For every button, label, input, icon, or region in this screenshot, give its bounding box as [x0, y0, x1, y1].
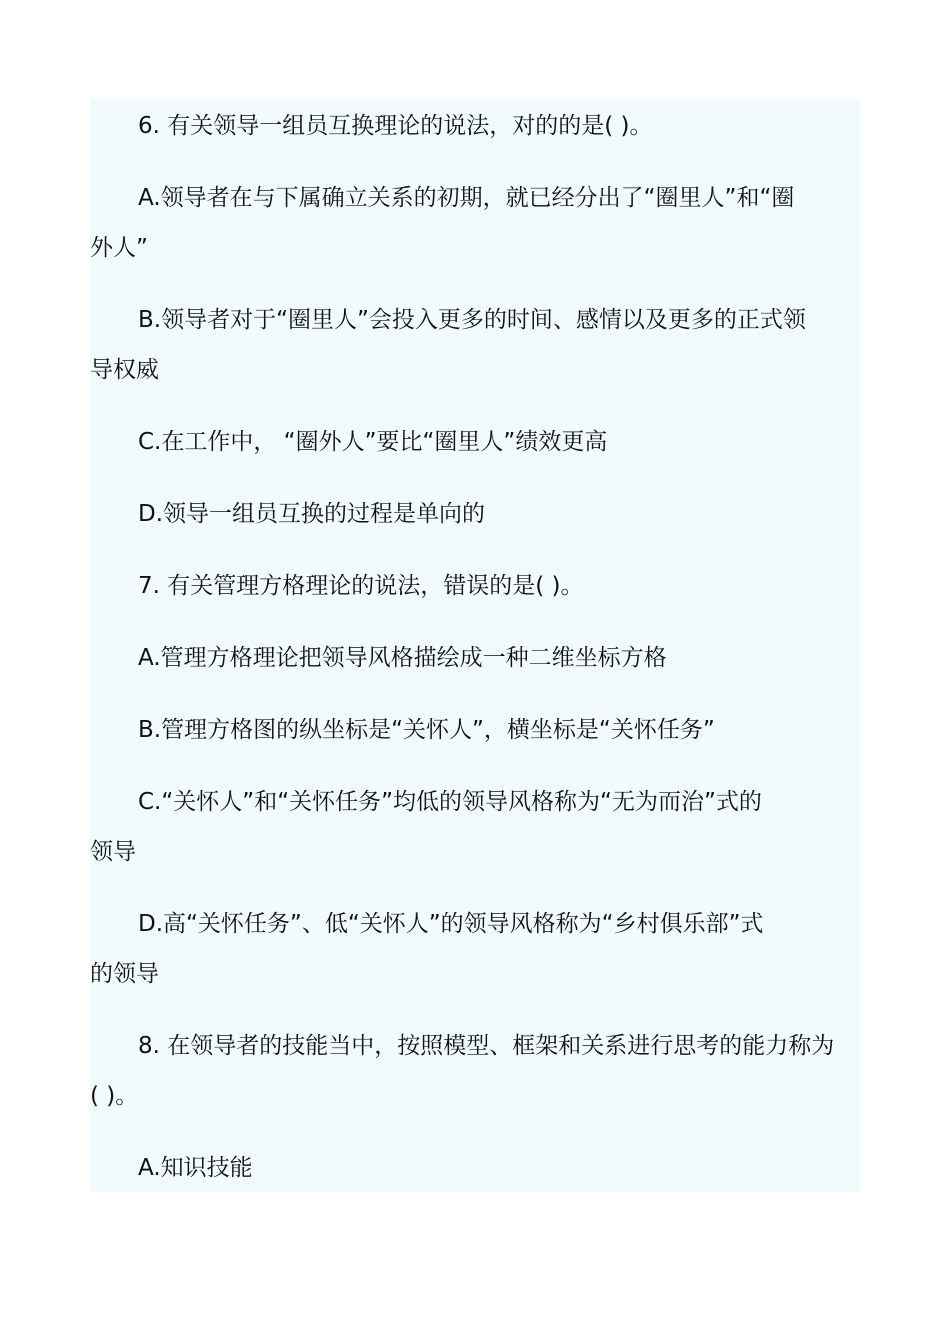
question-7-option-d-line1: D.高“关怀任务”、低“关怀人”的领导风格称为“乡村俱乐部”式 — [138, 911, 764, 937]
document-page — [90, 99, 860, 1192]
question-6-option-b-line1: B.领导者对于“圈里人”会投入更多的时间、感情以及更多的正式领 — [138, 307, 806, 333]
question-7-option-c-line2: 领导 — [90, 839, 136, 865]
question-7-option-b: B.管理方格图的纵坐标是“关怀人”，横坐标是“关怀任务” — [138, 717, 715, 743]
question-8-option-a: A.知识技能 — [138, 1155, 253, 1181]
question-8-stem-line1: 8. 在领导者的技能当中，按照模型、框架和关系进行思考的能力称为 — [138, 1033, 835, 1059]
question-6-option-d: D.领导一组员互换的过程是单向的 — [138, 501, 486, 527]
question-7-option-c-line1: C.“关怀人”和“关怀任务”均低的领导风格称为“无为而治”式的 — [138, 789, 762, 815]
question-7-option-d-line2: 的领导 — [90, 961, 159, 987]
question-7-stem: 7. 有关管理方格理论的说法，错误的是( )。 — [138, 573, 584, 599]
question-6-option-a-line2: 外人” — [90, 235, 148, 261]
question-6-option-a-line1: A.领导者在与下属确立关系的初期，就已经分出了“圈里人”和“圈 — [138, 185, 795, 211]
question-8-stem-line2: ( )。 — [90, 1083, 139, 1109]
question-6-stem: 6. 有关领导一组员互换理论的说法，对的的是( )。 — [138, 113, 653, 139]
question-7-option-a: A.管理方格理论把领导风格描绘成一种二维坐标方格 — [138, 645, 667, 671]
question-6-option-b-line2: 导权威 — [90, 357, 159, 383]
question-6-option-c: C.在工作中， “圈外人”要比“圈里人”绩效更高 — [138, 429, 608, 455]
